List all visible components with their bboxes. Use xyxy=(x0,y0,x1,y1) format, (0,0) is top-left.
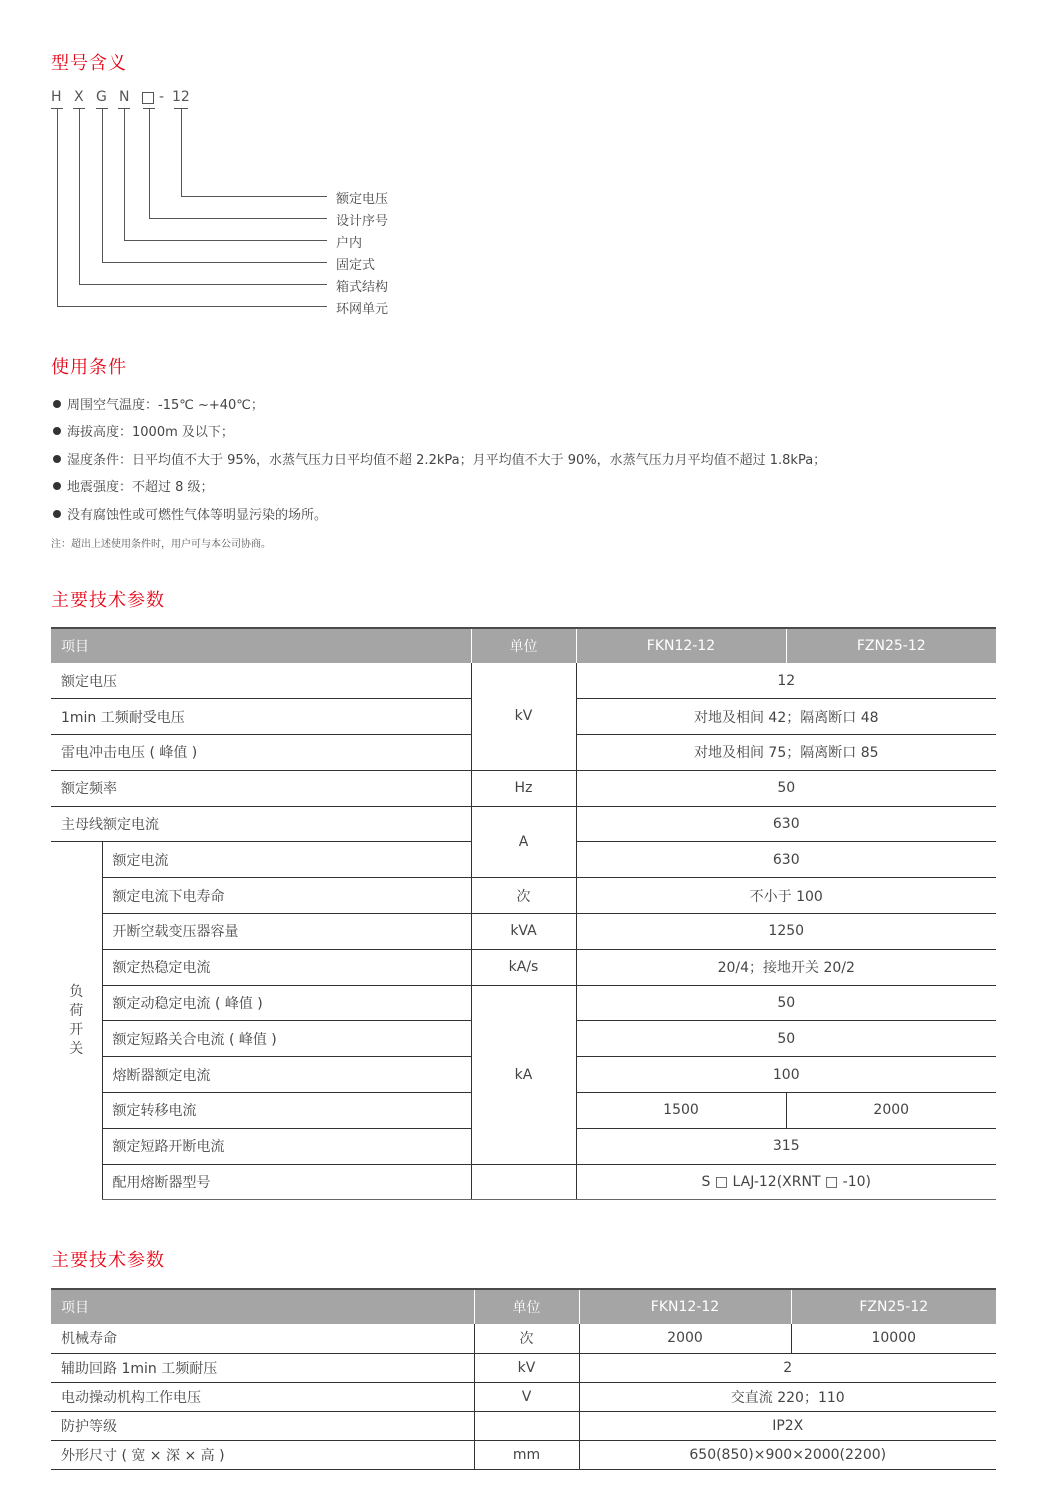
row-item: 机械寿命 xyxy=(51,1324,474,1353)
row-value: 630 xyxy=(576,806,996,842)
row-item: 外形尺寸 ( 宽 × 深 × 高 ) xyxy=(51,1440,474,1469)
row-item: 额定电压 xyxy=(51,663,471,699)
header-fzn: FZN25-12 xyxy=(791,1289,996,1324)
row-value: 1250 xyxy=(576,914,996,950)
row-unit: kA xyxy=(471,985,576,1164)
tree-line xyxy=(102,262,327,263)
table-row xyxy=(51,985,996,1021)
row-item: 额定转移电流 xyxy=(102,1093,471,1129)
tree-line xyxy=(57,306,327,307)
row-item: 配用熔断器型号 xyxy=(102,1164,471,1200)
condition-item: 地震强度：不超过 8 级； xyxy=(53,476,214,495)
row-value: 50 xyxy=(576,1021,996,1057)
row-item: 额定频率 xyxy=(51,770,471,806)
header-fzn: FZN25-12 xyxy=(786,628,996,663)
row-value: 对地及相间 42；隔离断口 48 xyxy=(576,699,996,735)
header-fkn: FKN12-12 xyxy=(579,1289,791,1324)
table-header-row xyxy=(51,628,996,663)
table-row xyxy=(51,663,996,699)
table2-title: 主要技术参数 xyxy=(51,1250,165,1271)
code-char-n: N xyxy=(119,89,130,105)
row-item: 防护等级 xyxy=(51,1411,474,1440)
row-unit: kVA xyxy=(471,914,576,950)
row-value: 交直流 220；110 xyxy=(579,1382,996,1411)
tree-line xyxy=(51,108,63,109)
tree-line xyxy=(57,108,58,306)
row-unit: kV xyxy=(471,663,576,770)
row-value: 12 xyxy=(576,663,996,699)
row-item: 额定电流 xyxy=(102,842,471,878)
row-value: 不小于 100 xyxy=(576,878,996,914)
header-item: 项目 xyxy=(51,628,471,663)
bullet-icon xyxy=(53,400,61,408)
legend-fixed: 固定式 xyxy=(336,258,376,273)
legend-ring-unit: 环网单元 xyxy=(336,302,389,317)
row-value: 100 xyxy=(576,1057,996,1093)
legend-rated-voltage: 额定电压 xyxy=(336,192,389,207)
row-value-fzn: 10000 xyxy=(791,1324,996,1353)
tech-params-table-2 xyxy=(51,1288,996,1470)
tree-line xyxy=(174,108,188,109)
row-item: 1min 工频耐受电压 xyxy=(51,699,471,735)
table-row xyxy=(51,770,996,806)
row-unit: Hz xyxy=(471,770,576,806)
table-row xyxy=(51,1440,996,1469)
tech-params-table-1 xyxy=(51,627,996,1200)
row-value: 50 xyxy=(576,770,996,806)
code-char-x: X xyxy=(74,89,84,105)
legend-indoor: 户内 xyxy=(336,236,363,251)
condition-item: 没有腐蚀性或可燃性气体等明显污染的场所。 xyxy=(53,504,327,523)
table-row xyxy=(51,1382,996,1411)
code-char-g: G xyxy=(96,89,107,105)
code-char-dash: - xyxy=(159,89,165,105)
row-value: S □ LAJ-12(XRNT □ -10) xyxy=(576,1164,996,1200)
row-unit: A xyxy=(471,806,576,878)
row-item: 额定短路开断电流 xyxy=(102,1128,471,1164)
row-unit xyxy=(471,1164,576,1200)
row-item: 辅助回路 1min 工频耐压 xyxy=(51,1353,474,1382)
condition-item: 海拔高度：1000m 及以下； xyxy=(53,421,234,440)
header-item: 项目 xyxy=(51,1289,474,1324)
row-unit: 次 xyxy=(474,1324,579,1353)
conditions-section-title: 使用条件 xyxy=(51,357,127,378)
tree-line xyxy=(79,108,80,284)
tree-line xyxy=(124,108,125,240)
header-unit: 单位 xyxy=(471,628,576,663)
row-item: 额定短路关合电流 ( 峰值 ) xyxy=(102,1021,471,1057)
row-value: 315 xyxy=(576,1128,996,1164)
row-value: IP2X xyxy=(579,1411,996,1440)
bullet-icon xyxy=(53,427,61,435)
row-value: 50 xyxy=(576,985,996,1021)
row-value: 20/4；接地开关 20/2 xyxy=(576,949,996,985)
tree-line xyxy=(143,108,155,109)
tree-line xyxy=(149,218,327,219)
table-row xyxy=(51,878,996,914)
tree-line xyxy=(79,284,327,285)
code-char-h: H xyxy=(51,89,62,105)
row-item: 雷电冲击电压 ( 峰值 ) xyxy=(51,735,471,771)
row-item: 主母线额定电流 xyxy=(51,806,471,842)
table-row xyxy=(51,914,996,950)
bullet-icon xyxy=(53,510,61,518)
bullet-icon xyxy=(53,455,61,463)
row-unit: kA/s xyxy=(471,949,576,985)
row-value: 对地及相间 75；隔离断口 85 xyxy=(576,735,996,771)
table-row xyxy=(51,1164,996,1200)
condition-item: 湿度条件：日平均值不大于 95%，水蒸气压力日平均值不超 2.2kPa；月平均值不大于 90%，水蒸气压力月平均值不超过 1.8kPa； xyxy=(53,449,826,468)
condition-item: 周围空气温度：-15℃ ~+40℃； xyxy=(53,394,264,413)
row-unit: mm xyxy=(474,1440,579,1469)
tree-line xyxy=(149,108,150,218)
row-item: 熔断器额定电流 xyxy=(102,1057,471,1093)
tree-line xyxy=(181,108,182,196)
table-row xyxy=(51,1353,996,1382)
row-unit: V xyxy=(474,1382,579,1411)
tree-line xyxy=(96,108,108,109)
tree-line xyxy=(118,108,130,109)
table-header-row xyxy=(51,1289,996,1324)
row-value-fzn: 2000 xyxy=(786,1093,996,1129)
row-item: 开断空载变压器容量 xyxy=(102,914,471,950)
header-fkn: FKN12-12 xyxy=(576,628,786,663)
row-item: 电动操动机构工作电压 xyxy=(51,1382,474,1411)
model-section-title: 型号含义 xyxy=(51,53,127,74)
row-value: 2 xyxy=(579,1353,996,1382)
tree-line xyxy=(73,108,85,109)
legend-box-structure: 箱式结构 xyxy=(336,280,389,295)
table-row xyxy=(51,1324,996,1353)
code-char-12: 12 xyxy=(172,89,190,105)
row-value: 650(850)×900×2000(2200) xyxy=(579,1440,996,1469)
row-unit: 次 xyxy=(471,878,576,914)
table-row xyxy=(51,1411,996,1440)
row-unit xyxy=(474,1411,579,1440)
row-value-fkn: 2000 xyxy=(579,1324,791,1353)
row-value-fkn: 1500 xyxy=(576,1093,786,1129)
row-value: 630 xyxy=(576,842,996,878)
row-item: 额定动稳定电流 ( 峰值 ) xyxy=(102,985,471,1021)
table1-title: 主要技术参数 xyxy=(51,590,165,611)
tree-line xyxy=(181,196,327,197)
row-item: 额定热稳定电流 xyxy=(102,949,471,985)
table-row xyxy=(51,806,996,842)
header-unit: 单位 xyxy=(474,1289,579,1324)
row-item: 额定电流下电寿命 xyxy=(102,878,471,914)
legend-design-number: 设计序号 xyxy=(336,214,389,229)
conditions-note: 注：超出上述使用条件时，用户可与本公司协商。 xyxy=(51,539,271,550)
bullet-icon xyxy=(53,482,61,490)
table-row xyxy=(51,949,996,985)
group-label-load-switch: 负 荷 开 关 xyxy=(69,984,84,1058)
tree-line xyxy=(102,108,103,262)
row-unit: kV xyxy=(474,1353,579,1382)
code-char-box xyxy=(142,92,154,108)
tree-line xyxy=(124,240,327,241)
